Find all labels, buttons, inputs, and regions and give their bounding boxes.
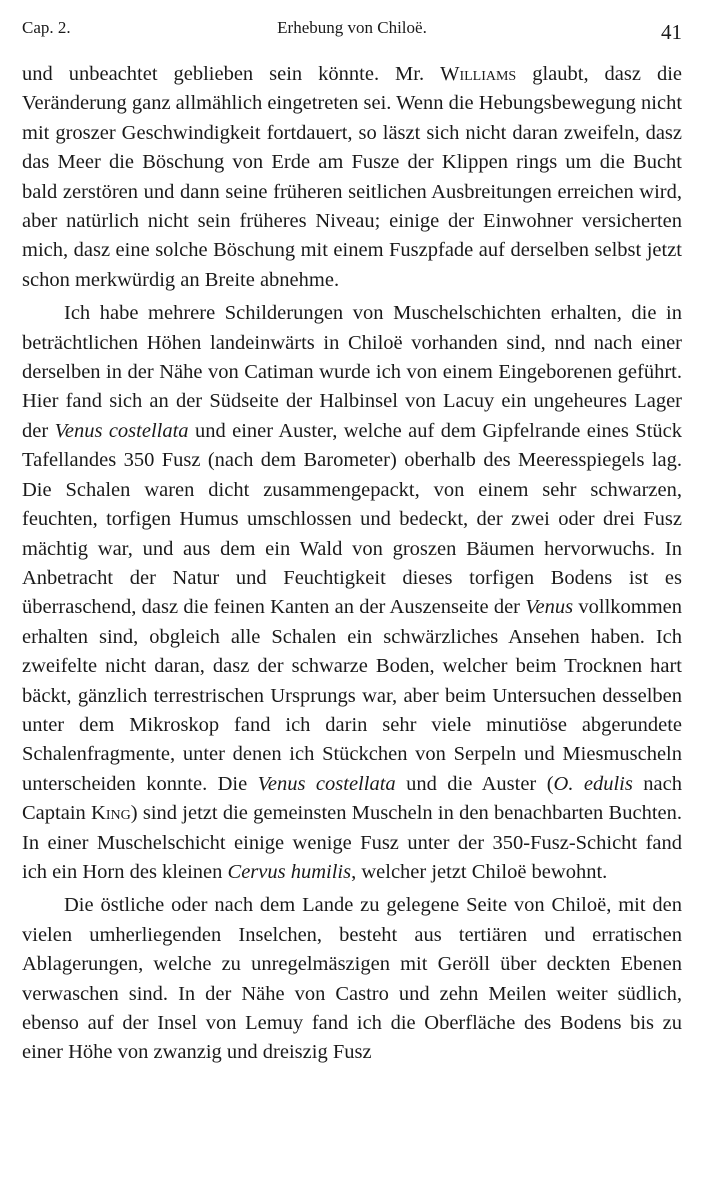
body-text [22,60,682,1068]
italic-term: Venus costellata [257,772,396,795]
page-number: 41 [661,20,682,44]
running-title: Erhebung von Chiloë. [277,18,427,37]
text-run: vollkommen erhalten sind, obgleich alle Schalen ein schwärzliches Ansehen haben. Ich zweifelte nicht daran, dasz der schwarze Boden, welcher beim Trocknen hart bäckt, gänzlich terrestrischen Ursprungs war, aber beim Untersuchen desselben unter dem Mikroskop fand ich darin sehr viele minutiöse abgerundete Schalenfragmente, unter denen ich Stückchen von Serpeln und Miesmuscheln unterscheiden konnte. Die [22,596,683,795]
paragraph-2 [22,299,682,887]
italic-term: Cervus humilis [227,860,352,883]
text-run: und die Auster ( [395,772,554,795]
text-run: Ich habe mehrere Schilderungen von Muschelschichten erhalten, die in beträchtlichen Höhen landeinwärts in Chiloë vorhanden sind, nnd nach einer derselben in der Nähe von Catiman wurde ich von einem Eingeborenen geführt. Hier fand sich an der Südseite der Halbinsel von Lacuy ein ungeheures Lager der [22,302,682,442]
small-caps-name: King [91,802,131,825]
italic-term: Venus [525,596,574,619]
italic-term: Venus costellata [54,419,189,442]
text-run: und einer Auster, welche auf dem Gipfelrande eines Stück Tafellandes 350 Fusz (nach dem Barometer) oberhalb des Meeresspiegels lag. Die Schalen waren dicht zusammengepackt, von einem sehr schwarzen, feuchten, torfigen Humus umschlossen und bedeckt, der zwei oder drei Fusz mächtig war, und aus dem ein Wald von groszen Bäumen hervorwuchs. In Anbetracht der Natur und Feuchtigkeit dieses torfigen Bodens ist es überraschend, dasz die feinen Kanten an der Auszenseite der [22,419,682,619]
italic-term: O. edulis [553,772,633,795]
text-run: glaubt, dasz die Veränderung ganz allmählich eingetreten sei. Wenn die Hebungsbewegung nicht mit groszer Geschwindigkeit fortdauert, so läszt sich nicht daran zweifeln, dasz das Meer die Böschung von Erde am Fusze der Klippen rings um die Bucht bald zerstören und dann seine früheren seitlichen Ausbreitungen erreichen wird, aber natürlich nicht sein früheres Niveau; einige der Einwohner versicherten mich, dasz eine solche Böschung mit einem Fuszpfade auf derselben selbst jetzt schon merkwürdig an Breite abnehme. [22,63,683,291]
running-head [22,14,682,44]
text-run: und unbeachtet geblieben sein könnte. Mr. [22,63,441,85]
paragraph-1 [22,60,682,295]
text-run: Die östliche oder nach dem Lande zu gelegene Seite von Chiloë, mit den vielen umherliegenden Inselchen, besteht aus tertiären und erratischen Ablagerungen, welche zu unregelmäszigen mit Geröll über deckten Ebenen verwaschen sind. In der Nähe von Castro und zehn Meilen weiter südlich, ebenso auf der Insel von Lemuy fand ich die Oberfläche des Bodens bis zu einer Höhe von zwanzig und dreiszig Fusz [22,894,682,1064]
paragraph-3 [22,891,682,1067]
text-run: ) sind jetzt die gemeinsten Muscheln in den benachbarten Buchten. In einer Muschelschicht einige wenige Fusz unter der 350-Fusz-Schicht fand ich ein Horn des kleinen [22,802,683,883]
small-caps-name: Williams [440,63,517,85]
text-run: nach Captain [22,772,682,825]
chapter-label: Cap. 2. [22,18,71,37]
text-run: , welcher jetzt Chiloë bewohnt. [351,860,608,883]
